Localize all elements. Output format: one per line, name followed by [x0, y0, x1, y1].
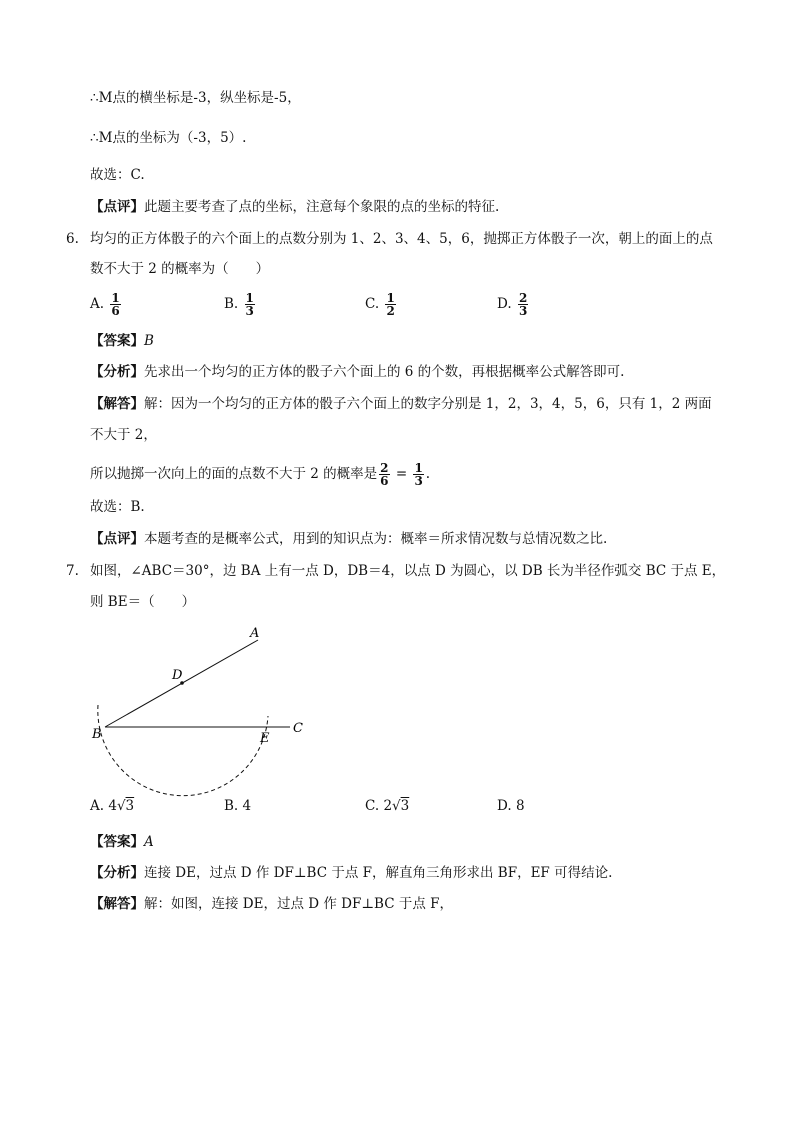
option-label: A. [90, 296, 105, 312]
dashed-arc [98, 705, 268, 796]
prev-choose: 故选：C. [90, 167, 145, 183]
option-label: C. [365, 296, 380, 312]
q7-number: 7. [66, 563, 79, 579]
q6-stem-line-2: 数不大于 2 的概率为（ ） [90, 261, 270, 277]
q6-analysis: 【分析】先求出一个均匀的正方体的骰子六个面上的 6 的个数，再根据概率公式解答即可. [90, 364, 625, 380]
option-fraction: $\frac{1}{2}$ [386, 291, 395, 318]
prev-solution-line-1: ∴M点的横坐标是-3，纵坐标是-5， [90, 90, 301, 106]
option-label: B. [224, 296, 239, 312]
label-c: C [293, 721, 303, 736]
q7-option-c: C. 2√3 [365, 798, 410, 814]
fraction: $\frac{1}{3}$ [414, 461, 423, 488]
q6-choose: 故选：B. [90, 499, 145, 515]
q6-stem-line-1: 均匀的正方体骰子的六个面上的点数分别为 1、2、3、4、5，6，抛掷正方体骰子一次，朝上的面上的点 [90, 231, 713, 247]
q7-option-a: A. 4√3 [90, 798, 135, 814]
q7-stem-line-2: 则 BE＝（ ） [90, 594, 196, 610]
label-e: E [260, 731, 270, 746]
q6-answer: 【答案】B [90, 333, 154, 349]
q7-solution: 【解答】解：如图，连接 DE，过点 D 作 DF⊥BC 于点 F， [90, 896, 454, 912]
comment-text: 此题主要考查了点的坐标，注意每个象限的点的坐标的特征. [144, 199, 500, 215]
option-label: D. [497, 296, 512, 312]
q7-analysis: 【分析】连接 DE，过点 D 作 DF⊥BC 于点 F，解直角三角形求出 BF，EF 可得结论. [90, 865, 613, 881]
q6-solution-line-2: 不大于 2， [90, 427, 157, 443]
q6-number: 6. [66, 231, 79, 247]
label-d: D [172, 668, 183, 683]
q7-option-d: D. 8 [497, 798, 525, 814]
q6-solution-line-1: 【解答】解：因为一个均匀的正方体的骰子六个面上的数字分别是 1，2，3，4，5，6，只有 1，2 两面 [90, 396, 712, 412]
option-fraction: $\frac{1}{6}$ [111, 291, 120, 318]
q7-option-b: B. 4 [224, 798, 252, 814]
option-fraction: $\frac{1}{3}$ [245, 291, 254, 318]
option-fraction: $\frac{2}{3}$ [518, 291, 528, 318]
label-a: A [250, 626, 260, 641]
q6-solution-line-3: 所以抛掷一次向上的面的点数不大于 2 的概率是 $\frac{2}{6}$ = $\frac{1}{3}$ . [90, 461, 431, 488]
prev-solution-line-2: ∴M点的坐标为（-3，5）. [90, 130, 247, 146]
fraction: $\frac{2}{6}$ [380, 461, 389, 488]
comment-tag: 【点评】 [90, 199, 144, 215]
q6-comment: 【点评】本题考查的是概率公式，用到的知识点为：概率＝所求情况数与总情况数之比. [90, 531, 608, 547]
q7-answer: 【答案】A [90, 834, 154, 850]
label-b: B [92, 727, 102, 742]
q7-stem-line-1: 如图，∠ABC＝30°，边 BA 上有一点 D，DB＝4，以点 D 为圆心，以 DB 长为半径作弧交 BC 于点 E， [90, 563, 726, 579]
